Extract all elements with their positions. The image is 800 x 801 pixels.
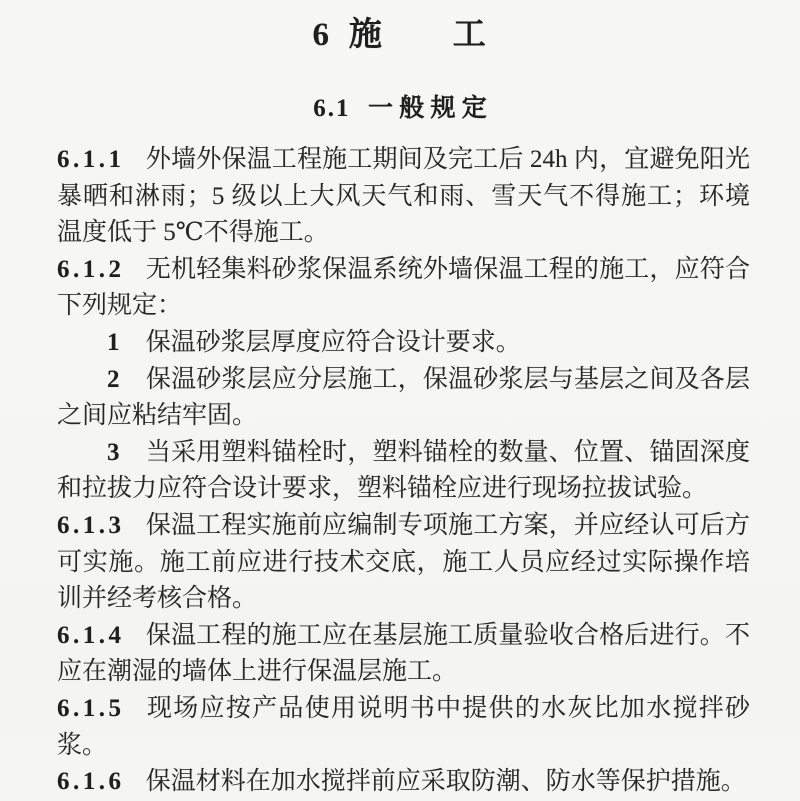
chapter-title — [0, 0, 800, 55]
clause-text: 现场应按产品使用说明书中提供的水灰比加水搅拌砂浆。 — [57, 694, 750, 759]
clause-6-1-5 — [57, 691, 750, 764]
clause-text: 保温工程实施前应编制专项施工方案，并应经认可后方可实施。施工前应进行技术交底，施工人员应经过实际操作培训并经考核合格。 — [57, 511, 750, 613]
clause-text: 保温材料在加水搅拌前应采取防潮、防水等保护措施。 — [145, 768, 746, 796]
clause-6-1-2-item-2 — [57, 362, 750, 435]
clause-number: 6.1.1 — [57, 146, 125, 173]
item-number: 2 — [107, 365, 120, 393]
clause-text: 无机轻集料砂浆保温系统外墙保温工程的施工，应符合下列规定： — [57, 255, 750, 320]
clause-number: 6.1.4 — [57, 621, 125, 649]
body-text — [57, 142, 750, 801]
clause-text: 保温工程的施工应在基层施工质量验收合格后进行。不应在潮湿的墙体上进行保温层施工。 — [57, 621, 750, 686]
chapter-number: 6 — [312, 17, 331, 53]
item-number: 1 — [107, 328, 120, 356]
chapter-title-text: 施 工 — [348, 17, 488, 53]
section-heading — [0, 55, 800, 124]
clause-number: 6.1.3 — [57, 511, 125, 539]
clause-text: 外墙外保温工程施工期间及完工后 24h 内，宜避免阳光暴晒和淋雨；5 级以上大风天气和雨、雪天气不得施工；环境温度低于 5℃不得施工。 — [57, 146, 750, 247]
clause-6-1-3 — [57, 508, 750, 618]
item-number: 3 — [107, 438, 120, 466]
clause-6-1-2 — [57, 252, 750, 325]
clause-number: 6.1.6 — [57, 768, 125, 796]
item-text: 当采用塑料锚栓时，塑料锚栓的数量、位置、锚固深度和拉拔力应符合设计要求，塑料锚栓应进行现场拉拔试验。 — [57, 438, 750, 503]
item-text: 保温砂浆层厚度应符合设计要求。 — [145, 328, 521, 356]
section-number: 6.1 — [313, 95, 351, 122]
clause-6-1-2-item-1 — [57, 325, 750, 362]
clause-6-1-2-item-3 — [57, 435, 750, 508]
item-text: 保温砂浆层应分层施工，保温砂浆层与基层之间及各层之间应粘结牢固。 — [57, 365, 750, 430]
section-heading-text: 一 般 规 定 — [367, 95, 487, 122]
clause-6-1-4 — [57, 618, 750, 691]
clause-6-1-1 — [57, 142, 750, 252]
clause-number: 6.1.2 — [57, 255, 125, 283]
clause-number: 6.1.5 — [57, 694, 125, 722]
clause-6-1-6 — [57, 764, 750, 801]
